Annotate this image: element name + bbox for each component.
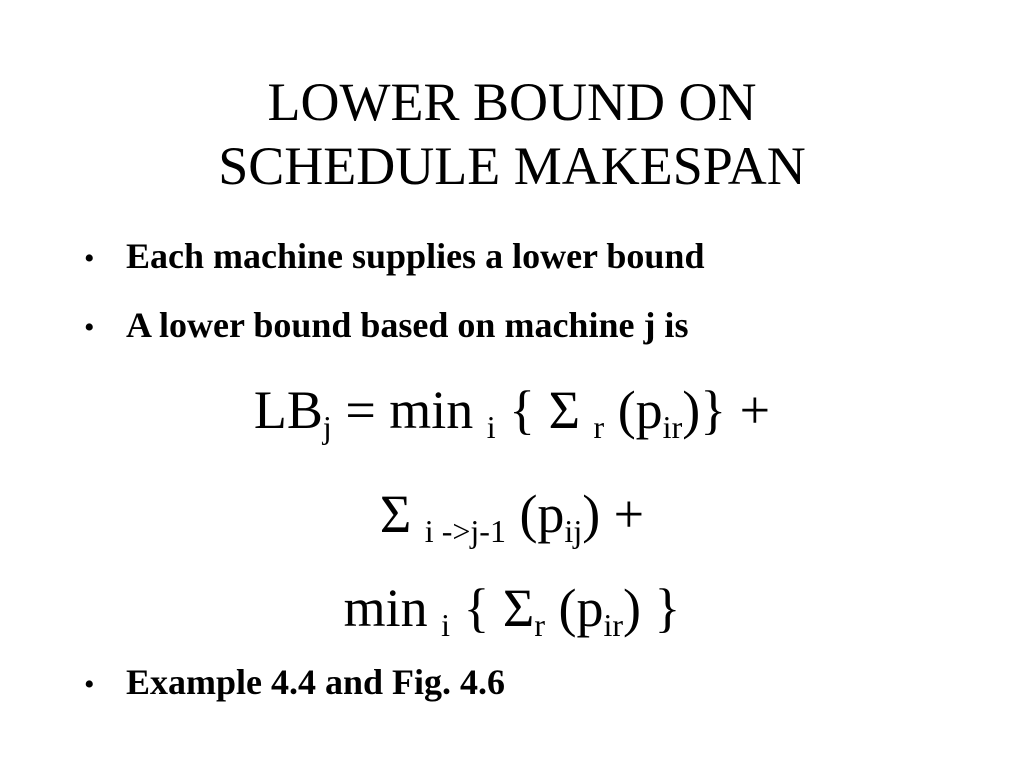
bullet-text: A lower bound based on machine j is <box>126 305 689 345</box>
brace-sigma: { Σ <box>449 578 535 638</box>
p-open: (p <box>544 578 604 638</box>
equals-min: = min <box>331 380 487 440</box>
min-symbol: min <box>343 578 442 638</box>
sigma-subscript: r <box>593 409 605 446</box>
formula-line-2 <box>0 482 1024 550</box>
p-subscript: ir <box>662 409 683 446</box>
bullet-item <box>84 660 505 707</box>
bullet-item <box>84 303 984 350</box>
sigma-subscript: r <box>534 607 545 644</box>
bullet-dot: • <box>84 242 95 275</box>
bullet-text: Example 4.4 and Fig. 4.6 <box>126 662 506 702</box>
bullet-item <box>84 234 984 281</box>
brace-sigma: { Σ <box>495 380 594 440</box>
bullet-text: Each machine supplies a lower bound <box>126 236 705 276</box>
p-open: (p <box>505 484 565 544</box>
close-plus: )} + <box>682 380 771 440</box>
title-line-2: SCHEDULE MAKESPAN <box>218 136 806 196</box>
sigma-subscript: i ->j-1 <box>424 513 506 550</box>
close-brace: ) } <box>623 578 681 638</box>
min-subscript: i <box>441 607 450 644</box>
min-subscript: i <box>486 409 496 446</box>
sigma-symbol: Σ <box>379 484 425 544</box>
p-subscript: ij <box>564 513 583 550</box>
title-line-1: LOWER BOUND ON <box>267 72 757 132</box>
formula-line-1 <box>0 378 1024 446</box>
lb-subscript: j <box>322 409 332 446</box>
close-plus: ) + <box>582 484 645 544</box>
bullet-list <box>84 234 984 372</box>
lb-symbol: LB <box>253 380 323 440</box>
bullet-dot: • <box>84 668 95 701</box>
formula-line-3 <box>0 576 1024 644</box>
p-subscript: ir <box>603 607 624 644</box>
slide-title <box>0 70 1024 198</box>
bullet-dot: • <box>84 311 95 344</box>
p-open: (p <box>604 380 663 440</box>
